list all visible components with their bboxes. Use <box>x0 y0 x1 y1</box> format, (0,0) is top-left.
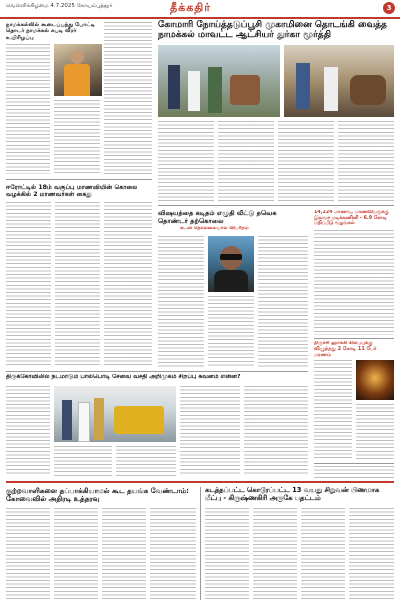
article-8-body-col1 <box>6 508 50 600</box>
article-2-body-col4 <box>338 121 394 201</box>
article-9-body-col3 <box>301 508 345 600</box>
article-7-photo <box>356 360 394 400</box>
article-8-headline: குற்றவாளிகளை தப்பாக்கியாமல் கூட தயங்க வேண்டாம்: கோவைவில் அதிரடி உத்தரவு <box>6 487 189 504</box>
article-4-photo <box>208 236 254 292</box>
article-9-body-col1 <box>205 508 249 600</box>
article-6-body-col2 <box>54 446 112 476</box>
date-line: வெள்ளிக்கிழமை 4.7.2025 கோயம்புத்தூர் <box>6 3 113 9</box>
article-4-headline: விஷயத்தை கடிதம் எழுதி வீட்டு தவெக தொண்டர் தற்கொலை <box>158 210 277 225</box>
article-8-body-col2 <box>54 508 98 600</box>
article-4-body-col1 <box>158 236 204 368</box>
article-2-photo-2 <box>284 45 394 117</box>
article-7-body-col1 <box>314 360 352 460</box>
newspaper-brand: தீக்கதிர் <box>170 1 211 14</box>
article-9-body-col4 <box>349 508 394 600</box>
article-1-body-col2 <box>54 100 100 174</box>
article-1-body-col3 <box>104 22 152 177</box>
article-7-body-col2 <box>356 404 394 460</box>
article-7-body-end <box>314 466 394 480</box>
article-9-body-col2 <box>253 508 297 600</box>
article-6-body-col4 <box>180 386 240 476</box>
article-6-headline: திருக்கோவிலில் நடமாடும் பால்பொடி சேவை வசதி அறிமுகம் சிறப்பு கவனம் என்ன? <box>6 374 241 380</box>
article-6-body-col5 <box>244 386 308 476</box>
masthead <box>0 0 400 19</box>
article-7-headline: திருச்சி ஹாக்கி கிளப்புக்கு விழுந்தது 2 கோடி 11 பேர் மரணம் <box>314 341 377 358</box>
article-9-headline: கடத்தப்பட்ட கொடூரப்பட்ட 13 வயது சிறுவன் பிணமாக மீட்பு - கிருஷ்ணகிரி அருகே பதட்டம் <box>205 487 380 502</box>
article-3-body-col2 <box>55 202 100 367</box>
article-3-body-col3 <box>104 202 152 367</box>
article-1-photo <box>54 44 102 96</box>
article-4-subhead: கடன் தொல்லையால் விபரீதம் <box>180 226 249 231</box>
article-8-body-col3 <box>102 508 146 600</box>
article-2-body-col3 <box>278 121 334 201</box>
article-2-photo-1 <box>158 45 280 117</box>
article-6-photo <box>54 386 176 442</box>
article-3-headline: ஈரோட்டில் 18ம் வகுப்பு மாணவியின் கொலை வழக்கில் 2 மாணவர்கள் கைது <box>6 184 138 199</box>
article-2-headline: கோமாரி நோய்த்தடுப்பூசி முகாமினை தொடங்கி வைத்த நாமக்கல் மாவட்ட ஆட்சியர் துர்கா மூர்த்தி <box>158 20 387 41</box>
article-2-body-col2 <box>218 121 274 201</box>
article-2-body-col1 <box>158 121 214 201</box>
article-5-headline: 14,224 மாணவ, மாணவியருக்கு இலவச மடிக்கணினி - 6.9 கோடி மதிப்பீடு வழங்கல் <box>314 210 389 227</box>
article-6-body-col1 <box>6 386 50 476</box>
article-5-body <box>314 230 394 335</box>
article-6-body-col3 <box>116 446 176 476</box>
article-1-headline: நாமக்கல்லில் கூடைப்பந்து போட்டி தொடர் நாமக்கல் கபடி வீரர் உயிரிழப்பு <box>6 22 96 41</box>
article-8-body-col4 <box>150 508 196 600</box>
article-4-body-col2 <box>208 296 254 368</box>
article-4-body-col3 <box>258 236 308 368</box>
page-number: 3 <box>383 2 395 14</box>
article-1-body-col1 <box>6 44 50 174</box>
article-3-body-col1 <box>6 202 51 367</box>
